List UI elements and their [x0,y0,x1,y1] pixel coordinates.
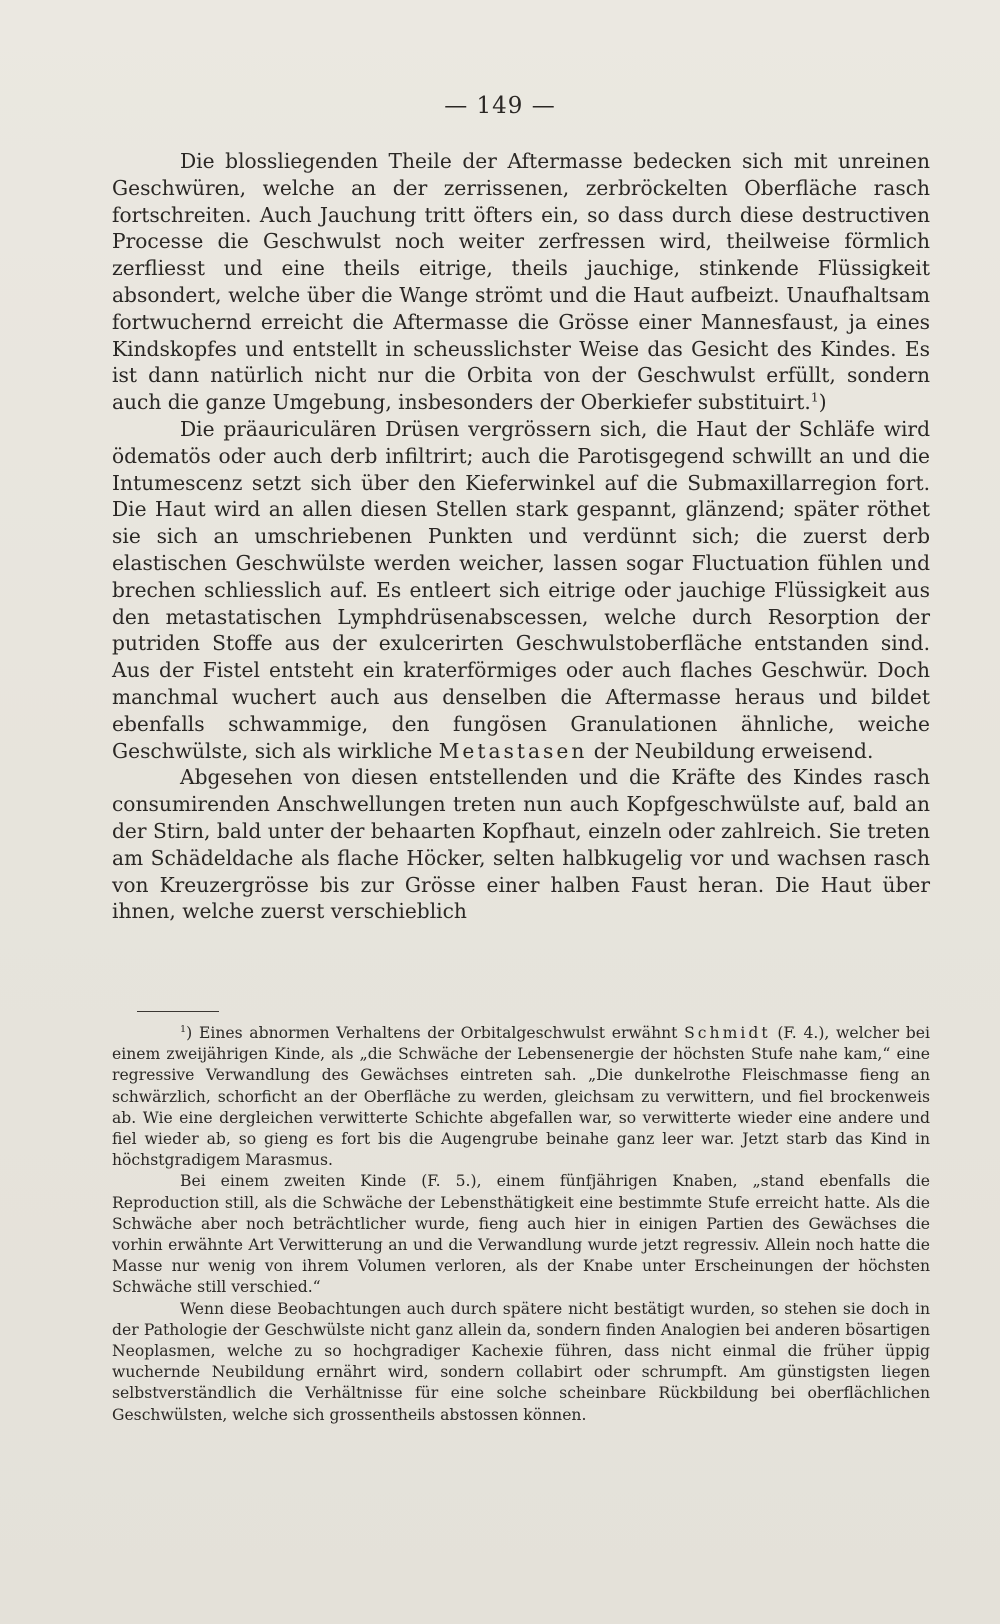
footnote-mark-close: ) [186,1024,193,1042]
footnote-1 [112,1023,930,1171]
paragraph-2-text-a: Die präauriculären Drüsen vergrössern sich, die Haut der Schläfe wird ödematös oder auch derb infiltrirt; auch die Parotisgegend schwillt an und die Intumescenz setzt sich über den Kieferwinkel auf die Submaxillarregion fort. Die Haut wird an allen diesen Stellen stark gespannt, glänzend; später röthet sie sich an umschriebenen Punkten und verdünnt sich; die zuerst derb elastischen Geschwülste werden weicher, lassen sogar Fluctuation fühlen und brechen schliesslich auf. Es entleert sich eitrige oder jauchige Flüssigkeit aus den metastatischen Lymphdrüsenabscessen, welche durch Resorption der putriden Stoffe aus der exulcerirten Geschwulstoberfläche entstanden sind. Aus der Fistel entsteht ein kraterförmiges oder auch flaches Geschwür. Doch manchmal wuchert auch aus denselben die Aftermasse heraus und bildet ebenfalls schwammige, den fungösen Granulationen ähnliche, weiche Geschwülste, sich als wirkliche [112,416,930,763]
footnote-paragraph-3: Wenn diese Beobachtungen auch durch spätere nicht bestätigt wurden, so stehen sie doch in der Pathologie der Geschwülste nicht ganz allein da, sondern finden Analogien bei anderen bösartigen Neoplasmen, welche zu so hochgradiger Kachexie führen, dass nicht einmal die früher üppig wuchernde Neubildung ernährt wird, sondern collabirt oder schrumpft. Am günstigsten liegen selbstverständlich die Verhältnisse für eine solche scheinbare Rückbildung bei oberflächlichen Geschwülsten, welche sich grossentheils abstossen können. [112,1299,930,1424]
paragraph-3: Abgesehen von diesen entstellenden und die Kräfte des Kindes rasch consumirenden Anschwellungen treten nun auch Kopfgeschwülste auf, bald an der Stirn, bald unter der behaarten Kopfhaut, einzeln oder zahlreich. Sie treten am Schädeldache als flache Höcker, selten halbkugelig vor und wachsen rasch von Kreuzergrösse bis zur Grösse einer halben Faust heran. Die Haut über ihnen, welche zuerst verschieblich [112,765,930,924]
main-text [112,148,930,925]
paragraph-2-text-b: der Neubildung erweisend. [593,738,874,763]
footnotes [112,1023,930,1426]
paragraph-2 [112,416,930,764]
footnote-divider [137,1011,219,1012]
page-number: — 149 — [444,93,556,119]
footnote-ref-close: ) [818,390,827,415]
footnote-ref-1: 1 [810,389,819,405]
paragraph-1-text: Die blossliegenden Theile der Aftermasse bedecken sich mit unreinen Geschwüren, welche an der zerrissenen, zerbröckelten Oberfläche rasch fortschreiten. Auch Jauchung tritt öfters ein, so dass durch diese destructiven Processe die Geschwulst noch weiter zerfressen wird, theilweise förmlich zerfliesst und eine theils eitrige, theils jauchige, stinkende Flüssigkeit absondert, welche über die Wange strömt und die Haut aufbeizt. Unaufhaltsam fortwuchernd erreicht die Aftermasse die Grösse einer Mannesfaust, ja eines Kindskopfes und entstellt in scheusslichster Weise das Gesicht des Kindes. Es ist dann natürlich nicht nur die Orbita von der Geschwulst erfüllt, sondern auch die ganze Umgebung, insbesonders der Oberkiefer substituirt. [112,149,930,415]
spaced-term-metastasen: Metastasen [438,738,588,763]
footnote-mark-1: 1 [180,1023,187,1035]
footnote-1-text-b: (F. 4.), welcher bei einem zweijährigen Kinde, als „die Schwäche der Lebensenergie der höchsten Stufe nahe kam,“ eine regressive Verwandlung des Gewächses eintreten sah. „Die dunkelrothe Fleischmasse fieng an schwärzlich, schorficht an der Oberfläche zu werden, gleichsam zu verwittern, und fiel brockenweis ab. Wie eine dergleichen verwitterte Schichte abgefallen war, so verwitterte wieder eine andere und fiel wieder ab, so gieng es fort bis die Augengrube beinahe ganz leer war. Jetzt starb das Kind in höchstgradigem Marasmus. [112,1024,930,1170]
spaced-name-schmidt: Schmidt [684,1024,771,1042]
paragraph-1 [112,148,930,416]
footnote-paragraph-2: Bei einem zweiten Kinde (F. 5.), einem fünfjährigen Knaben, „stand ebenfalls die Reproduction still, als die Schwäche der Lebensthätigkeit eine bestimmte Stufe erreicht hatte. Als die Schwäche aber noch beträchtlicher wurde, fieng auch hier in einigen Partien des Gewächses die vorhin erwähnte Art Verwitterung an und die Verwandlung wurde jetzt regressiv. Allein noch hatte die Masse nur wenig von ihrem Volumen verloren, als der Knabe unter Erscheinungen der höchsten Schwäche still verschied.“ [112,1172,930,1297]
footnote-1-text-a: Eines abnormen Verhaltens der Orbitalgeschwulst erwähnt [198,1024,678,1042]
